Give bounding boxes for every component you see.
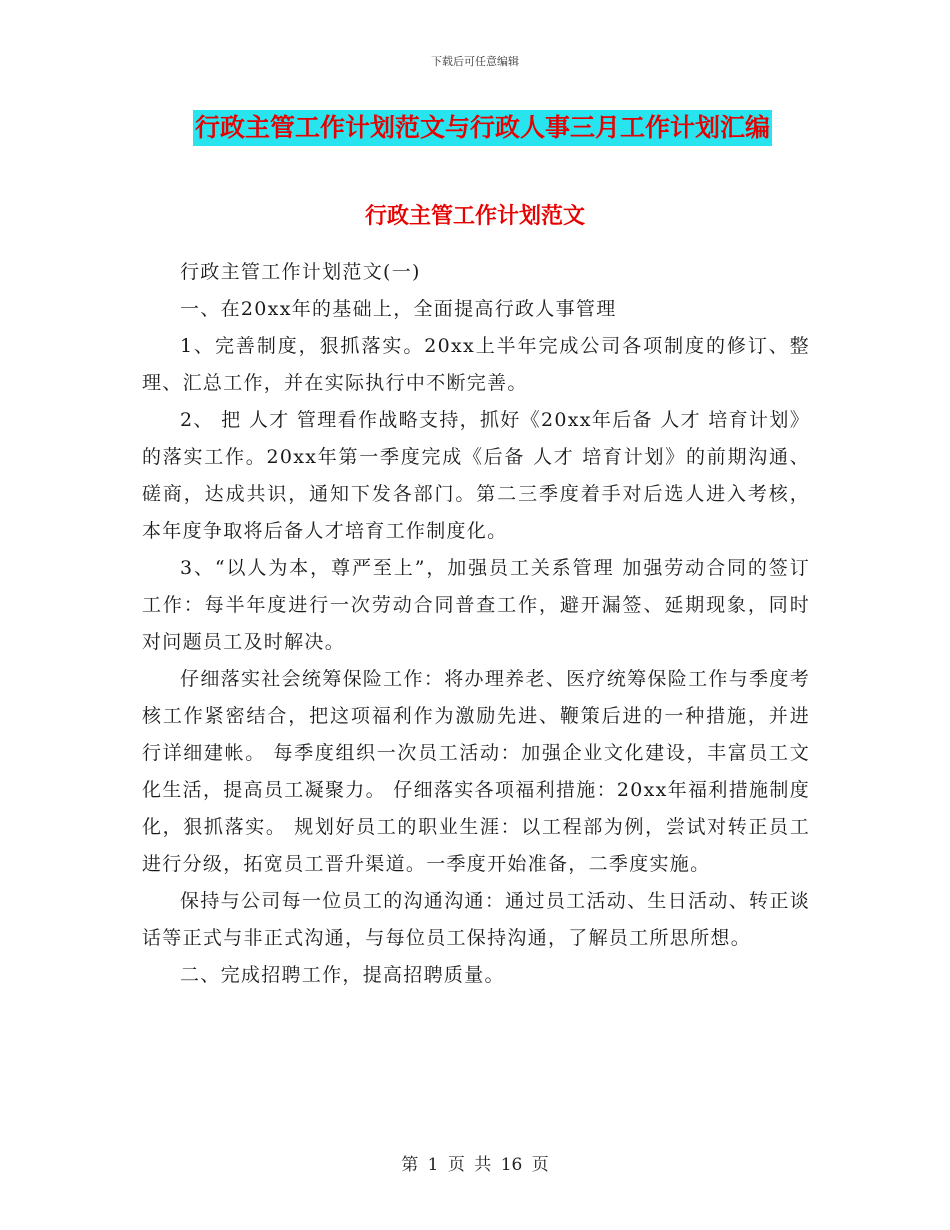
- paragraph: 保持与公司每一位员工的沟通沟通：通过员工活动、生日活动、转正谈话等正式与非正式沟通，与每位员工保持沟通，了解员工所思所想。: [142, 890, 810, 949]
- paragraph: 1、完善制度，狠抓落实。20xx上半年完成公司各项制度的修订、整理、汇总工作，并在实际执行中不断完善。: [142, 335, 810, 394]
- paragraph: 仔细落实社会统筹保险工作：将办理养老、医疗统筹保险工作与季度考核工作紧密结合，把这项福利作为激励先进、鞭策后进的一种措施，并进行详细建帐。 每季度组织一次员工活动：加强企业文化建设，丰富员工文化生活，提高员工凝聚力。 仔细落实各项福利措施：20xx年福利措施制度化，狠抓落实。 规划好员工的职业生涯：以工程部为例，尝试对转正员工进行分级，拓宽员工晋升渠道。一季度开始准备，二季度实施。: [142, 668, 810, 875]
- paragraph-heading-2: 二、完成招聘工作，提高招聘质量。: [180, 964, 505, 986]
- document-body: [142, 254, 810, 994]
- paragraph: 3、“以人为本，尊严至上”，加强员工关系管理 加强劳动合同的签订工作：每半年度进行一次劳动合同普查工作，避开漏签、延期现象，同时对问题员工及时解决。: [142, 557, 810, 653]
- paragraph: 2、 把 人才 管理看作战略支持，抓好《20xx年后备 人才 培育计划》的落实工作。20xx年第一季度完成《后备 人才 培育计划》的前期沟通、磋商，达成共识，通知下发各部门。第二三季度着手对后选人进入考核，本年度争取将后备人才培育工作制度化。: [142, 409, 810, 542]
- paragraph-heading-1: 一、在20xx年的基础上，全面提高行政人事管理: [180, 298, 617, 320]
- section-title: 行政主管工作计划范文: [364, 204, 585, 229]
- header-note: 下载后可任意编辑: [431, 55, 519, 68]
- page-number: 第 1 页 共 16 页: [401, 1155, 549, 1175]
- document-title: 行政主管工作计划范文与行政人事三月工作计划汇编: [193, 110, 772, 146]
- paragraph-subtitle: 行政主管工作计划范文(一): [180, 261, 421, 283]
